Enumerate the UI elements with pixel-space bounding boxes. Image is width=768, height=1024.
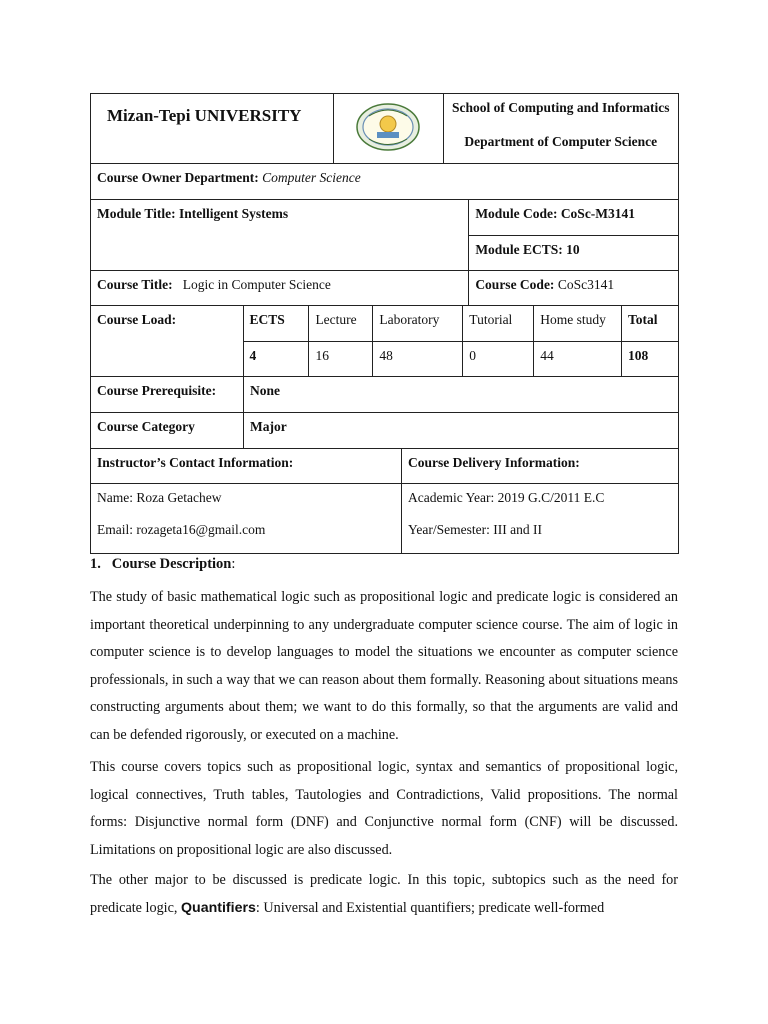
module-ects-value: 10 — [566, 242, 580, 257]
university-logo — [333, 94, 443, 164]
module-title-value: Intelligent Systems — [179, 206, 289, 221]
department-name: Department of Computer Science — [464, 134, 658, 149]
school-info — [443, 94, 679, 164]
module-table — [90, 199, 679, 306]
course-code-cell — [469, 271, 679, 306]
load-value-ects: 4 — [243, 342, 309, 377]
header-table — [90, 93, 679, 164]
instructor-details — [91, 484, 402, 554]
module-code-label: Module Code: — [475, 206, 558, 221]
load-value-home-study: 44 — [534, 342, 622, 377]
course-title-value: Logic in Computer Science — [182, 277, 331, 292]
quantifiers-term: Quantifiers — [181, 899, 256, 916]
paragraph-3-start: The other major to be discussed is predicate logic. In this topic, subtopics such as the need for predicate logic, — [90, 872, 678, 916]
course-code-value: CoSc3141 — [557, 277, 615, 292]
course-title-label: Course Title: — [97, 277, 173, 292]
module-title-cell — [91, 200, 469, 271]
delivery-details — [402, 484, 679, 554]
description-paragraph-3 — [90, 867, 678, 922]
load-value-laboratory: 48 — [373, 342, 463, 377]
owner-table — [90, 163, 679, 200]
load-header-home-study: Home study — [534, 306, 622, 342]
load-header-lecture: Lecture — [309, 306, 373, 342]
load-value-lecture: 16 — [309, 342, 373, 377]
school-name: School of Computing and Informatics — [451, 100, 670, 115]
section-number: 1. — [90, 556, 101, 572]
instructor-label: Instructor’s Contact Information: — [91, 449, 402, 484]
course-owner-value: Computer Science — [262, 170, 361, 185]
load-header-laboratory: Laboratory — [373, 306, 463, 342]
year-semester: Year/Semester: III and II — [408, 522, 542, 537]
section-title: Course Description — [111, 556, 232, 572]
description-paragraph-2: This course covers topics such as propositional logic, syntax and semantics of propositional logic, logical connectives, Truth tables, Tautologies and Contradictions, Valid propositions. The normal forms: Disjunctive normal form (DNF) and Conjunctive normal form (CNF) will be discussed. Limitations on propositional logic are also discussed. — [90, 759, 678, 858]
university-name: Mizan-Tepi UNIVERSITY — [91, 94, 334, 164]
load-header-tutorial: Tutorial — [463, 306, 534, 342]
contact-table — [90, 448, 679, 554]
module-ects-label: Module ECTS: — [475, 242, 563, 257]
paragraph-3-end: : Universal and Existential quantifiers; predicate well-formed — [255, 899, 605, 916]
category-value: Major — [244, 413, 679, 449]
section-colon: : — [231, 556, 236, 572]
course-load-table — [90, 305, 679, 377]
delivery-label: Course Delivery Information: — [402, 449, 679, 484]
module-title-label: Module Title: — [97, 206, 176, 221]
load-value-tutorial: 0 — [463, 342, 534, 377]
instructor-email: Email: rozageta16@gmail.com — [97, 522, 266, 537]
course-owner-label: Course Owner Department: — [97, 170, 259, 185]
load-header-total: Total — [622, 306, 679, 342]
prerequisite-value: None — [244, 377, 679, 413]
university-seal-icon — [355, 102, 421, 152]
instructor-name: Name: Roza Getachew — [97, 490, 222, 505]
description-paragraph-1: The study of basic mathematical logic such as propositional logic and predicate logic is considered an important theoretical underpinning to any undergraduate computer science course. The aim of logic in computer science is to develop languages to model the situations we encounter as computer science professionals, in such a way that we can reason about them formally. Reasoning about situations means constructing arguments about them; we want to do this formally, so that the arguments are valid and can be defended rigorously, or executed on a machine. — [90, 589, 678, 743]
course-load-label: Course Load: — [91, 306, 244, 377]
academic-year: Academic Year: 2019 G.C/2011 E.C — [408, 490, 605, 505]
course-title-cell — [91, 271, 469, 306]
load-value-total: 108 — [622, 342, 679, 377]
module-code-value: CoSc-M3141 — [560, 206, 636, 221]
category-label: Course Category — [91, 413, 244, 449]
prerequisite-table — [90, 376, 679, 449]
course-owner-cell — [91, 164, 679, 200]
module-ects-cell — [469, 236, 679, 271]
load-header-ects: ECTS — [243, 306, 309, 342]
module-code-cell — [469, 200, 679, 236]
course-code-label: Course Code: — [475, 277, 555, 292]
prerequisite-label: Course Prerequisite: — [91, 377, 244, 413]
section-heading — [90, 556, 235, 573]
